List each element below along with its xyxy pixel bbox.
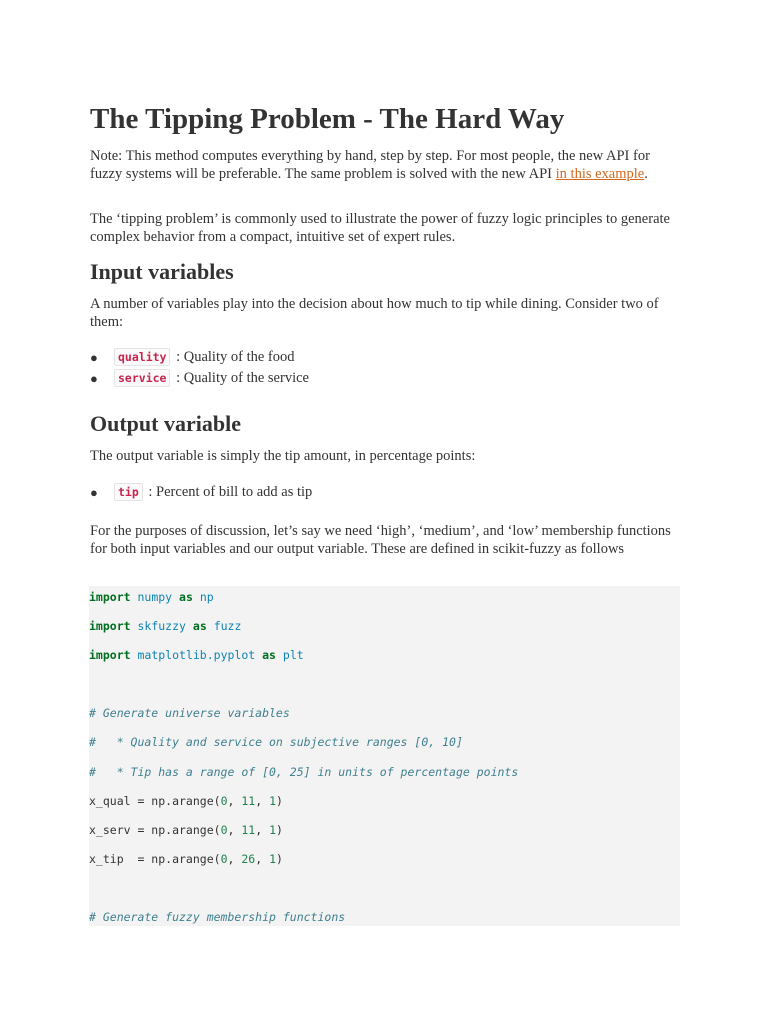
list-item-desc: : Quality of the food	[172, 349, 295, 365]
input-variables-text: A number of variables play into the decision about how much to tip while dining. Consider two of them:	[90, 296, 659, 330]
code-comment: # Generate universe variables	[89, 706, 290, 720]
code-line: x_tip = np.arange(0, 26, 1)	[89, 852, 283, 866]
code-block	[89, 586, 680, 926]
list-item	[90, 368, 675, 389]
output-variable-heading: Output variable	[90, 411, 241, 436]
page-title: The Tipping Problem - The Hard Way	[90, 103, 565, 135]
list-item	[90, 347, 675, 368]
bullet-icon: ●	[90, 485, 98, 500]
bullet-icon: ●	[90, 371, 98, 386]
code-line: import matplotlib.pyplot as plt	[89, 648, 304, 662]
inline-code: tip	[114, 483, 143, 501]
code-line: x_serv = np.arange(0, 11, 1)	[89, 823, 283, 837]
output-variable-text: The output variable is simply the tip amount, in percentage points:	[90, 448, 476, 464]
inline-code: quality	[114, 348, 170, 366]
code-comment: # Generate fuzzy membership functions	[89, 910, 346, 924]
code-line: x_qual = np.arange(0, 11, 1)	[89, 794, 283, 808]
note-text: Note: This method computes everything by hand, step by step. For most people, the new API for fuzzy systems will be preferable. The same problem is solved with the new API	[90, 148, 650, 182]
code-line: import numpy as np	[89, 590, 214, 604]
bullet-icon: ●	[90, 350, 98, 365]
inline-code: service	[114, 369, 170, 387]
code-comment: # * Quality and service on subjective ranges [0, 10]	[89, 735, 463, 749]
code-comment: # * Tip has a range of [0, 25] in units of percentage points	[89, 765, 519, 779]
discussion-paragraph: For the purposes of discussion, let’s say we need ‘high’, ‘medium’, and ‘low’ membership functions for both input variables and our output variable. These are defined in scikit-fuzzy as follows	[90, 523, 671, 557]
example-link[interactable]: in this example	[555, 165, 645, 182]
list-item-desc: : Quality of the service	[172, 370, 309, 386]
input-variables-heading: Input variables	[90, 259, 234, 284]
note-end: .	[644, 165, 648, 182]
output-variable-list	[90, 482, 675, 503]
list-item	[90, 482, 675, 503]
intro-paragraph: The ‘tipping problem’ is commonly used to illustrate the power of fuzzy logic principles to generate complex behavior from a compact, intuitive set of expert rules.	[90, 211, 670, 245]
code-line: import skfuzzy as fuzz	[89, 619, 242, 633]
list-item-desc: : Percent of bill to add as tip	[144, 484, 313, 500]
note-paragraph	[90, 148, 675, 183]
input-variables-list	[90, 347, 675, 389]
